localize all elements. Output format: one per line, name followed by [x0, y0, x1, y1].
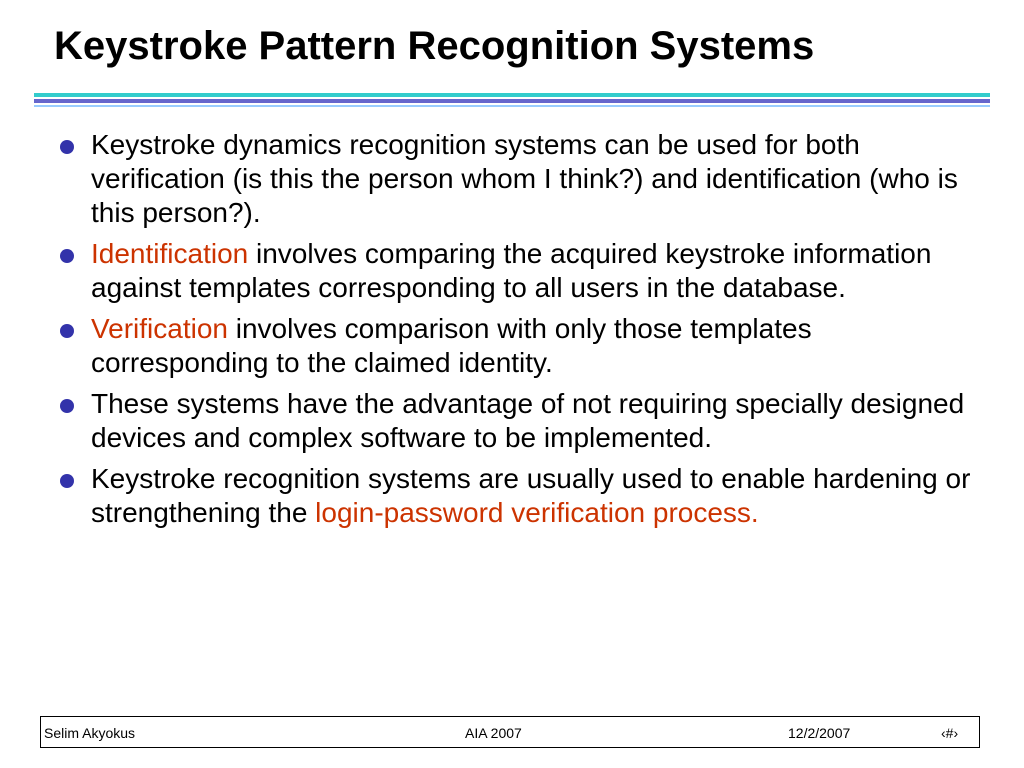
bullet-dot-icon: [60, 140, 74, 154]
bullet-item-2: [58, 237, 988, 305]
footer-author: Selim Akyokus: [44, 725, 136, 741]
title-underline-top: [34, 93, 990, 97]
bullet-text: involves comparing the acquired keystroke information against templates corresponding to all users in the database.: [91, 238, 932, 303]
footer-event: AIA 2007: [465, 725, 522, 741]
bullet-item-3: [58, 312, 988, 380]
bullet-highlight-term: Identification: [91, 238, 249, 269]
footer-page-number: ‹#›: [941, 725, 959, 741]
bullet-highlight-term: Verification: [91, 313, 228, 344]
footer-date: 12/2/2007: [788, 725, 851, 741]
bullet-item-4: [58, 387, 988, 455]
slide-title: Keystroke Pattern Recognition Systems: [54, 24, 815, 68]
bullet-dot-icon: [60, 249, 74, 263]
bullet-item-5: [58, 462, 988, 530]
slide-footer: [40, 716, 980, 748]
bullet-highlight-phrase: login-password verification process.: [315, 497, 759, 528]
bullet-dot-icon: [60, 399, 74, 413]
bullet-list: [58, 128, 988, 537]
bullet-item-1: [58, 128, 988, 230]
bullet-dot-icon: [60, 474, 74, 488]
bullet-dot-icon: [60, 324, 74, 338]
title-underline-bottom: [34, 105, 990, 107]
bullet-text: involves comparison with only those templates corresponding to the claimed identity.: [91, 313, 812, 378]
bullet-text: These systems have the advantage of not requiring specially designed devices and complex software to be implemented.: [91, 388, 965, 453]
bullet-text: Keystroke recognition systems are usually used to enable hardening or strengthening the: [91, 463, 971, 528]
title-underline-middle: [34, 99, 990, 103]
bullet-text: Keystroke dynamics recognition systems can be used for both verification (is this the person whom I think?) and identification (who is this person?).: [91, 129, 958, 228]
